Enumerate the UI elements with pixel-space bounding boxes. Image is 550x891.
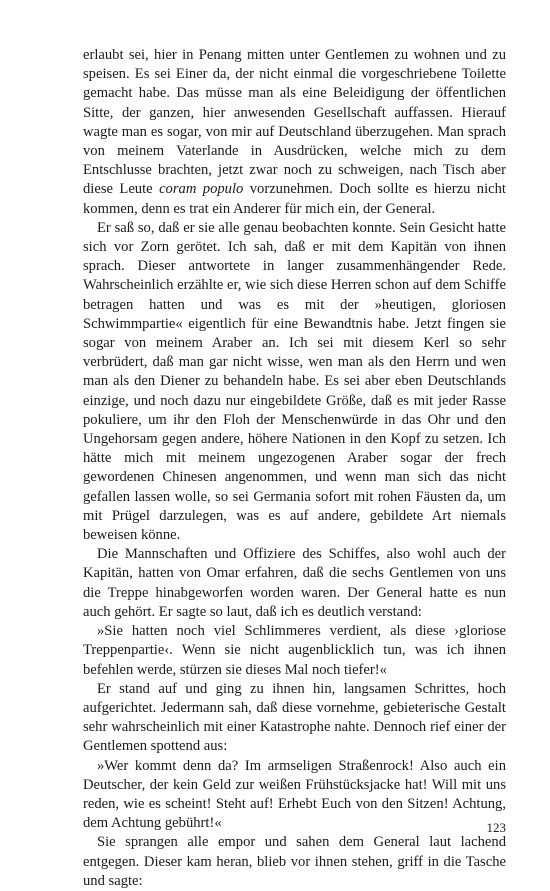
paragraph-1 [83,46,506,219]
text-run: erlaubt sei, hier in Penang mitten unter Gentlemen zu wohnen und zu speisen. Es sei Einer da, der nicht einmal die vorgeschriebene Toilette gemacht habe. Das müsse man als eine Beleidigung der öffentlichen Sitte, der ganzen, hier anwesenden Gesellschaft auffassen. Hierauf wagte man es sogar, von mir auf Deutschland überzugehen. Man sprach von meinem Vaterlande in Ausdrücken, welche mich zu dem Entschlusse brachten, jetzt zwar noch zu schweigen, nach Tisch aber diese Leute [83,47,506,198]
paragraph-6: »Wer kommt denn da? Im armseligen Straßenrock! Also auch ein Deutscher, der kein Geld zur weißen Frühstücksjacke hat! Will mit uns reden, wie es scheint! Steht auf! Erhebt Euch von den Sitzen! Achtung, dem Achtung gebührt!« [83,757,506,832]
page-number: 123 [486,820,506,835]
text-run: vorzunehmen. Doch sollte es hierzu nicht kommen, denn es trat ein Anderer für mich ein, der General. [83,181,506,217]
page-body [83,46,506,891]
paragraph-3: Die Mannschaften und Offiziere des Schiffes, also wohl auch der Kapitän, hatten von Omar erfahren, daß die sechs Gentlemen von uns die Treppe hinabgeworfen worden waren. Der General hatte es nun auch gehört. Er sagte so laut, daß ich es deutlich verstand: [83,546,506,620]
paragraph-5: Er stand auf und ging zu ihnen hin, langsamen Schrittes, hoch aufgerichtet. Jedermann sah, daß diese vornehme, gebieterische Gestalt sehr wahrscheinlich mit einer Katastrophe nahte. Dennoch rief einer der Gentlemen spottend aus: [83,680,506,755]
paragraph-7: Sie sprangen alle empor und sahen dem General laut lachend entgegen. Dieser kam heran, blieb vor ihnen stehen, griff in die Tasche und sagte: [83,834,506,889]
paragraph-4: »Sie hatten noch viel Schlimmeres verdient, als diese ›gloriose Treppenpartie‹. Wenn sie nicht augenblicklich tun, was ich ihnen befehlen werde, stürzen sie dieses Mal noch tiefer!« [83,623,506,678]
paragraph-2: Er saß so, daß er sie alle genau beobachten konnte. Sein Gesicht hatte sich vor Zorn gerötet. Ich sah, daß er mit dem Kapitän von ihnen sprach. Dieser antwortete in langer zusammenhängender Rede. Wahrscheinlich erzählte er, wie sich diese Herren schon auf dem Schiffe betragen hatten und was es mit der »heutigen, gloriosen Schwimmpartie« eigentlich für eine Bewandtnis habe. Jetzt fingen sie sogar von meinem Araber an. Ich sei mit diesem Kerl so sehr verbrüdert, daß man gar nicht wisse, wen man als den Herrn und wen man als den Diener zu behandeln habe. Es sei aber eben Deutschlands einzige, und noch dazu nur eingebildete Größe, daß es mit jeder Rasse pokuliere, um ihr den Floh der Menschenwürde in das Ohr und den Ungehorsam gegen andere, höhere Nationen in den Kopf zu setzen. Ich hätte mich mit meinem ungezogenen Araber sogar der frech gewordenen Chinesen angenommen, und wenn man sich das nicht gefallen lassen wolle, so sei Germania sofort mit rohen Fäusten da, um mit Prügel darzulegen, was es auf andere, gebildete Art niemals beweisen könne. [83,219,506,544]
italic-text-run: coram populo [159,181,244,198]
